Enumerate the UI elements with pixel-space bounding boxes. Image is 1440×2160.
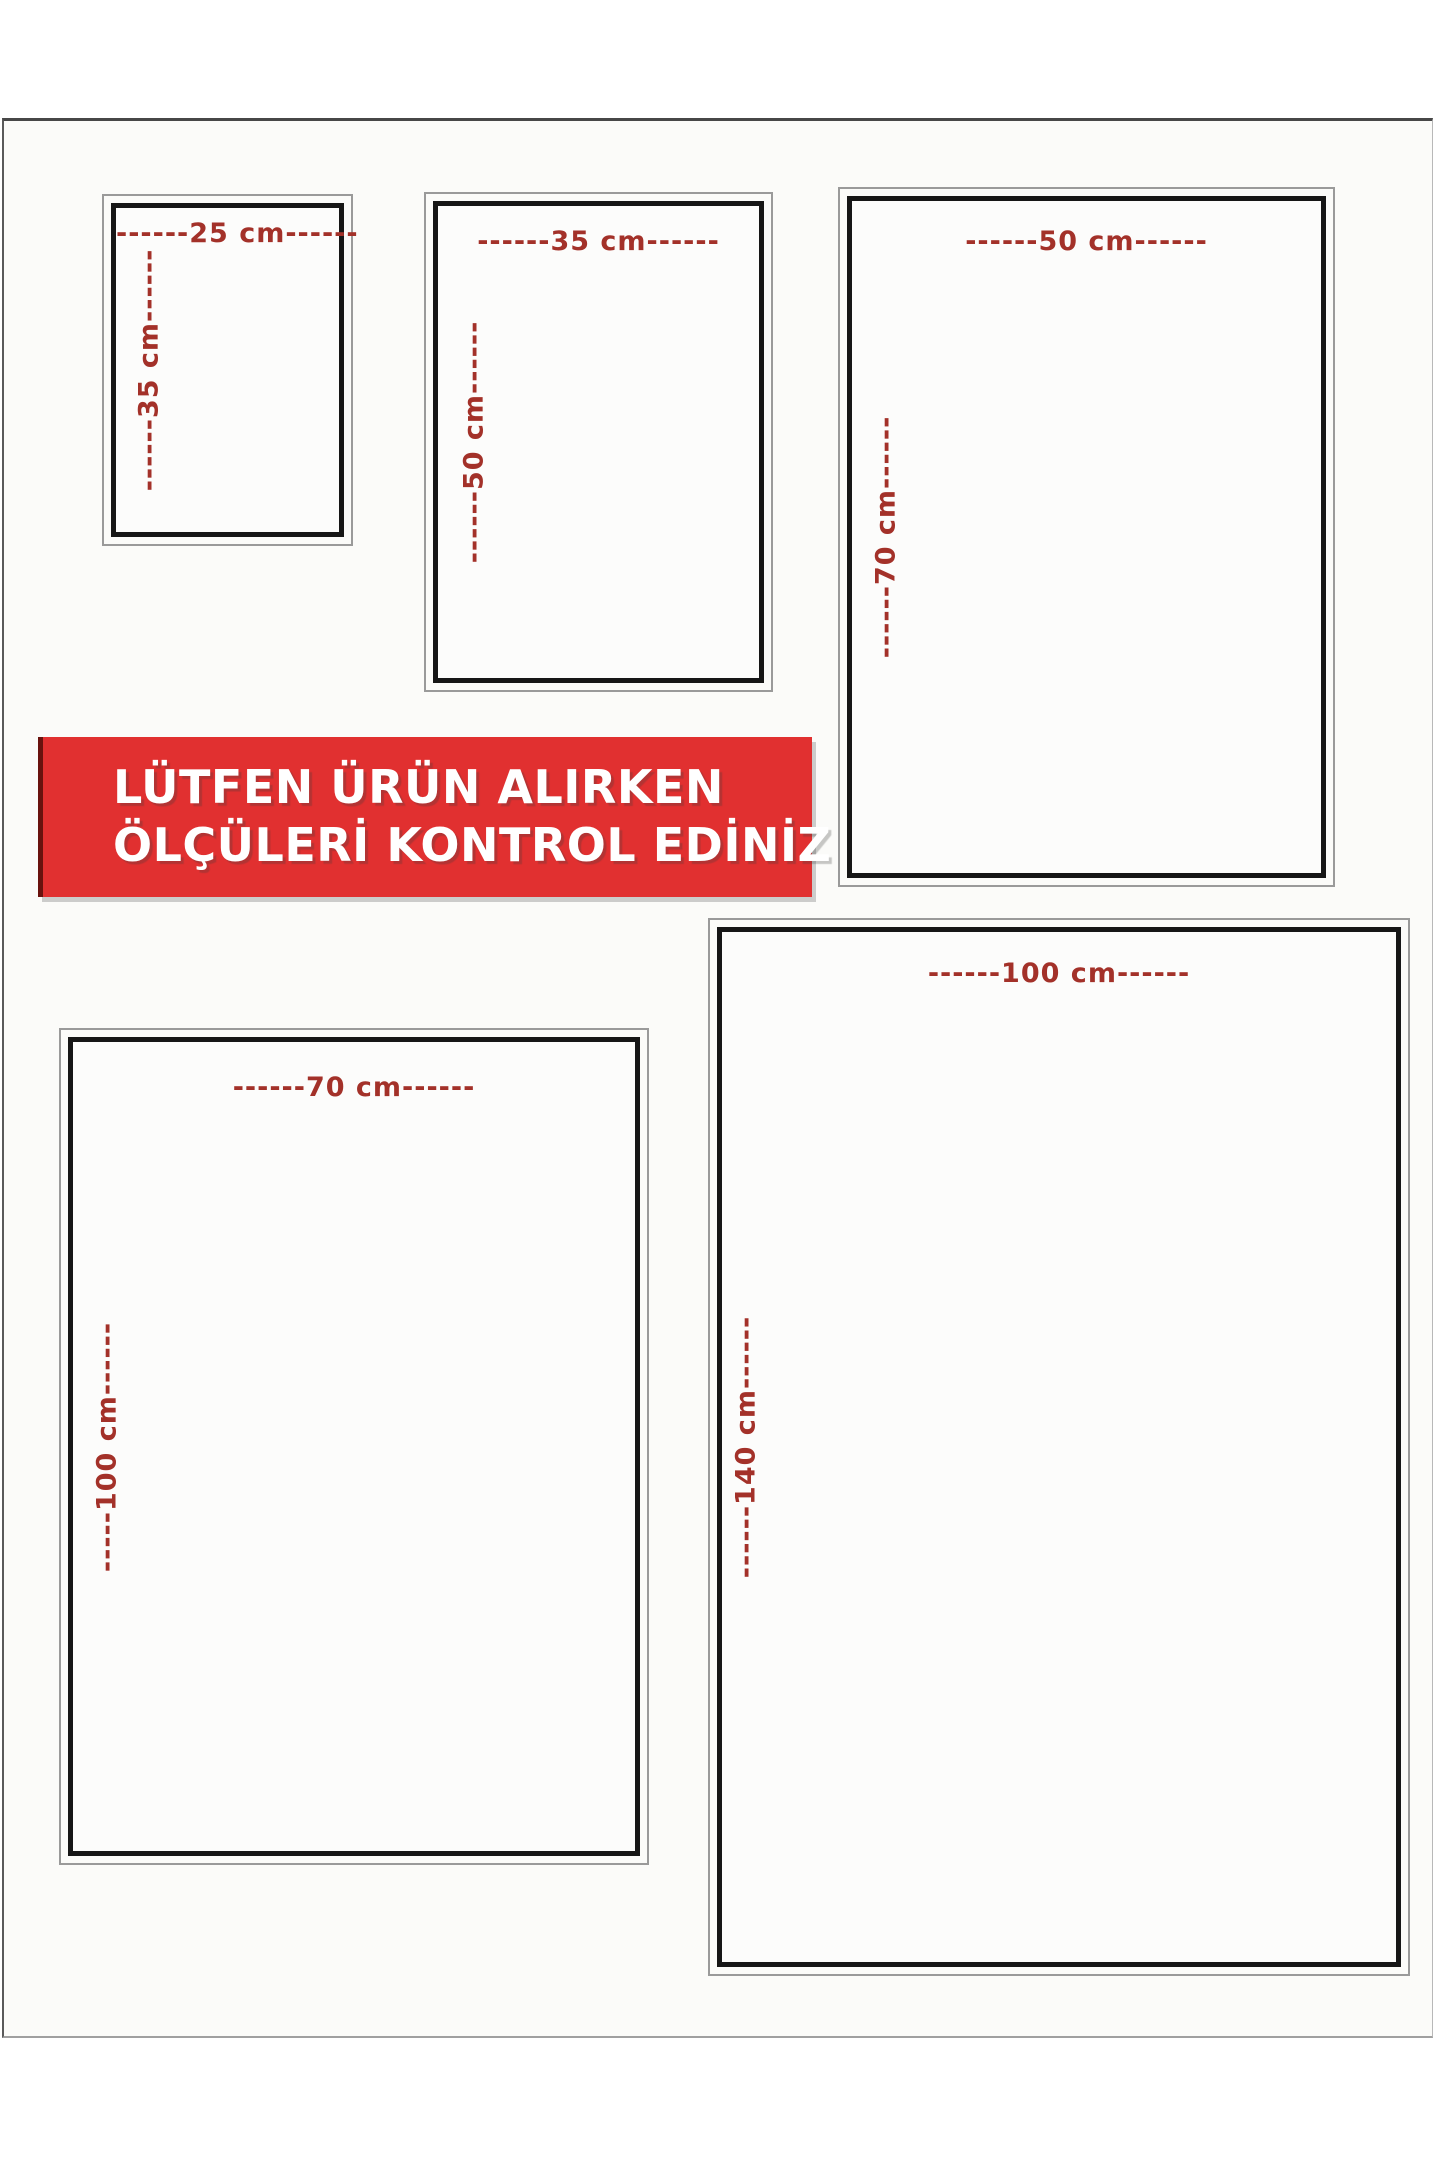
size-box-70x100-frame [68, 1037, 640, 1856]
width-label-100cm: ------100 cm------ [927, 958, 1191, 989]
width-label-25cm: ------25 cm------ [116, 218, 359, 249]
height-label-35cm: ------35 cm------ [133, 248, 165, 492]
height-label-140cm: ------140 cm------ [730, 1315, 762, 1579]
size-box-100x140-frame [717, 927, 1401, 1967]
height-label-50cm: ------50 cm------ [458, 320, 490, 564]
height-label-100cm: -----100 cm------ [91, 1321, 123, 1572]
warning-banner-line2: ÖLÇÜLERİ KONTROL EDİNİZ [113, 818, 832, 872]
size-box-50x70-frame [847, 196, 1326, 878]
width-label-35cm: ------35 cm------ [477, 226, 720, 257]
size-box-70x100 [59, 1028, 649, 1865]
warning-banner [38, 737, 832, 897]
size-box-25x35-frame [111, 203, 359, 537]
height-label-70cm: ------70 cm------ [870, 415, 902, 659]
width-label-50cm: ------50 cm------ [965, 226, 1208, 257]
width-label-70cm: ------70 cm------ [232, 1072, 476, 1103]
size-box-100x140 [708, 918, 1410, 1976]
size-box-35x50 [424, 192, 773, 692]
warning-banner-line1: LÜTFEN ÜRÜN ALIRKEN [113, 760, 724, 815]
size-box-25x35 [102, 194, 359, 546]
size-box-50x70 [838, 187, 1335, 887]
size-box-35x50-frame [433, 201, 764, 683]
